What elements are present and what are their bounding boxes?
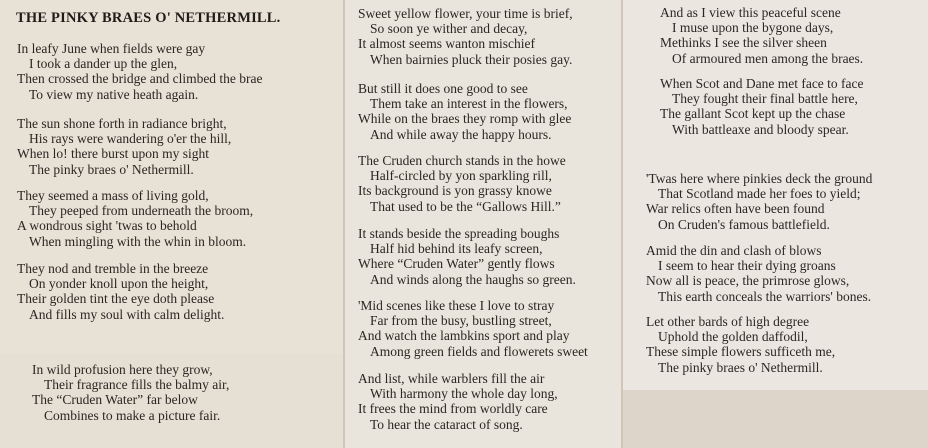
stanza bbox=[646, 171, 872, 232]
verse-line: The sun shone forth in radiance bright, bbox=[17, 116, 227, 131]
verse-line: It stands beside the spreading boughs bbox=[358, 226, 560, 241]
verse-line: When mingling with the whin in bloom. bbox=[29, 233, 247, 249]
column-divider bbox=[621, 0, 623, 448]
verse-line: On Cruden's famous battlefield. bbox=[658, 216, 830, 232]
verse-line: To view my native heath again. bbox=[29, 86, 199, 102]
verse-line: And while away the happy hours. bbox=[370, 126, 552, 142]
stanza bbox=[646, 314, 835, 375]
verse-line: Let other bards of high degree bbox=[646, 314, 810, 329]
verse-line: I muse upon the bygone days, bbox=[672, 20, 834, 36]
verse-line: The pinky braes o' Nethermill. bbox=[658, 359, 823, 375]
verse-line: That Scotland made her foes to yield; bbox=[658, 186, 861, 202]
stanza bbox=[660, 5, 863, 66]
poem-title: THE PINKY BRAES O' NETHERMILL. bbox=[16, 10, 281, 26]
stanza bbox=[358, 226, 576, 287]
stanza bbox=[646, 243, 871, 304]
verse-line: And watch the lambkins sport and play bbox=[358, 328, 570, 344]
verse-line: That used to be the “Gallows Hill.” bbox=[370, 198, 561, 214]
verse-line: The pinky braes o' Nethermill. bbox=[29, 161, 194, 177]
verse-line: They fought their final battle here, bbox=[672, 91, 858, 107]
verse-line: And list, while warblers fill the air bbox=[358, 371, 545, 386]
stanza bbox=[358, 298, 588, 359]
verse-line: These simple flowers sufficeth me, bbox=[646, 344, 836, 360]
verse-line: Uphold the golden daffodil, bbox=[658, 329, 808, 345]
verse-line: On yonder knoll upon the height, bbox=[29, 276, 209, 292]
verse-line: The “Cruden Water” far below bbox=[32, 392, 198, 408]
verse-line: While on the braes they romp with glee bbox=[358, 111, 572, 127]
verse-line: When Scot and Dane met face to face bbox=[660, 76, 864, 91]
verse-line: Of armoured men among the braes. bbox=[672, 50, 864, 66]
verse-line: Their golden tint the eye doth please bbox=[17, 291, 215, 307]
verse-line: And winds along the haughs so green. bbox=[370, 271, 576, 287]
column-3-bottom-strip bbox=[622, 390, 928, 448]
verse-line: Half-circled by yon sparkling rill, bbox=[370, 168, 552, 184]
stanza bbox=[32, 362, 229, 423]
verse-line: Their fragrance fills the balmy air, bbox=[44, 377, 230, 393]
stanza bbox=[17, 116, 231, 177]
verse-line: Now all is peace, the primrose glows, bbox=[646, 273, 850, 289]
verse-line: They seemed a mass of living gold, bbox=[17, 188, 209, 203]
verse-line: Far from the busy, bustling street, bbox=[370, 313, 552, 329]
verse-line: Sweet yellow flower, your time is brief, bbox=[358, 6, 573, 21]
verse-line: And as I view this peaceful scene bbox=[660, 5, 841, 20]
column-divider bbox=[343, 0, 345, 448]
verse-line: Amid the din and clash of blows bbox=[646, 243, 822, 258]
verse-line: And fills my soul with calm delight. bbox=[29, 306, 225, 322]
stanza bbox=[660, 76, 864, 137]
verse-line: Combines to make a picture fair. bbox=[44, 407, 221, 423]
verse-line: With harmony the whole day long, bbox=[370, 386, 558, 402]
stanza bbox=[17, 41, 263, 102]
verse-line: They peeped from underneath the broom, bbox=[29, 203, 254, 219]
stanza bbox=[358, 153, 566, 214]
verse-line: When bairnies pluck their posies gay. bbox=[370, 51, 573, 67]
verse-line: In wild profusion here they grow, bbox=[32, 362, 213, 377]
verse-line: With battleaxe and bloody spear. bbox=[672, 121, 849, 137]
verse-line: The gallant Scot kept up the chase bbox=[660, 106, 846, 122]
stanza bbox=[358, 6, 573, 67]
stanza bbox=[358, 371, 558, 432]
verse-line: In leafy June when fields were gay bbox=[17, 41, 206, 56]
verse-line: When lo! there burst upon my sight bbox=[17, 146, 209, 162]
verse-line: War relics often have been found bbox=[646, 201, 825, 217]
verse-line: His rays were wandering o'er the hill, bbox=[29, 131, 232, 147]
verse-line: 'Mid scenes like these I love to stray bbox=[358, 298, 555, 313]
verse-line: But still it does one good to see bbox=[358, 81, 528, 96]
verse-line: So soon ye wither and decay, bbox=[370, 21, 528, 37]
verse-line: To hear the cataract of song. bbox=[370, 416, 523, 432]
verse-line: The Cruden church stands in the howe bbox=[358, 153, 566, 168]
verse-line: 'Twas here where pinkies deck the ground bbox=[646, 171, 873, 186]
verse-line: Where “Cruden Water” gently flows bbox=[358, 256, 555, 272]
verse-line: This earth conceals the warriors' bones. bbox=[658, 288, 872, 304]
verse-line: They nod and tremble in the breeze bbox=[17, 261, 209, 276]
stanza bbox=[358, 81, 571, 142]
stanza bbox=[17, 261, 224, 322]
verse-line: Among green fields and flowerets sweet bbox=[370, 343, 588, 359]
verse-line: Its background is yon grassy knowe bbox=[358, 183, 552, 199]
verse-line: Them take an interest in the flowers, bbox=[370, 96, 568, 112]
verse-line: It almost seems wanton mischief bbox=[358, 36, 535, 52]
stanza bbox=[17, 188, 253, 249]
verse-line: Half hid behind its leafy screen, bbox=[370, 241, 543, 257]
verse-line: I seem to hear their dying groans bbox=[658, 258, 836, 274]
verse-line: A wondrous sight 'twas to behold bbox=[17, 218, 197, 234]
verse-line: Methinks I see the silver sheen bbox=[660, 35, 827, 51]
verse-line: It frees the mind from worldly care bbox=[358, 401, 548, 417]
verse-line: I took a dander up the glen, bbox=[29, 56, 178, 72]
verse-line: Then crossed the bridge and climbed the brae bbox=[17, 71, 263, 87]
